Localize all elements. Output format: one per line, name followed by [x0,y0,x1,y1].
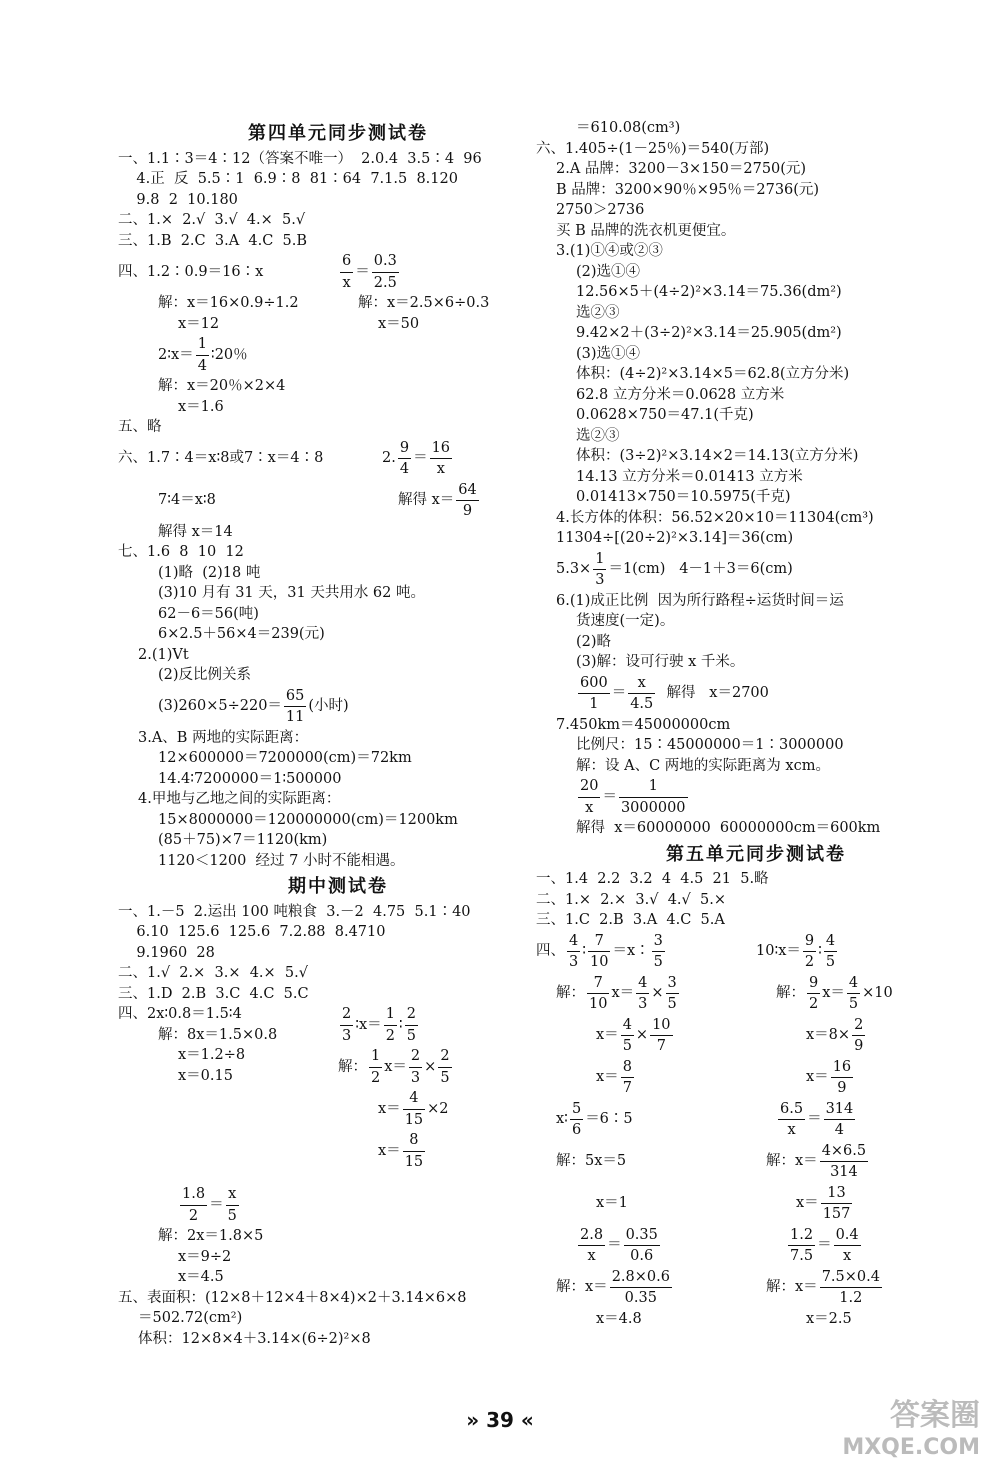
equation-pair [536,1141,976,1183]
equation: 六、1.7∶4＝x∶8或7∶x＝4∶8 [118,450,324,467]
solution-step: x＝ $\frac{8}{7}$ [596,1058,632,1096]
answer-line: (2)略 [576,633,612,650]
answer-line: (2)反比例关系 [158,667,252,683]
solution-step: 解：x＝16×0.9÷1.2 [158,295,299,311]
equation: $\frac{20}{x}$ ＝ $\frac{1}{3000000}$ [580,778,686,816]
right-column [536,118,976,1329]
answer-line: 62.8 立方分米＝0.0628 立方米 [576,386,785,403]
answer-line: 三、1.C 2.B 3.A 4.C 5.A [536,912,725,928]
solution-step: 解得 x＝14 [158,523,233,540]
equation-pair [118,1004,558,1172]
answer-line: 选②③ [576,427,620,444]
solution-step: x＝ $\frac{4}{5}$ × $\frac{10}{7}$ [596,1016,671,1054]
equation: 5.3× $\frac{1}{3}$ ＝1(cm) 4－1＋3＝6(cm) [556,550,793,588]
page-number: 39 [486,1408,514,1432]
equation: $\frac{1.2}{7.5}$ ＝ $\frac{0.4}{x}$ [790,1226,859,1264]
equation-pair [536,1267,976,1309]
answer-line: (3)选①④ [576,345,641,362]
equation: 四、 $\frac{4}{3}$ ∶ $\frac{7}{10}$ ＝x∶ $\frac{3}{5}$ [536,932,663,970]
equation: 2x∶0.8＝1.5∶4 [147,1006,242,1022]
answer-line: 4.长方体的体积：56.52×20×10＝11304(cm³) [556,509,874,526]
answer-line: 一、1.1∶3＝4∶12（答案不唯一） 2.0.4 3.5∶4 96 [118,150,482,167]
answer-line: (3)10 月有 31 天，31 天共用水 62 吨。 [158,585,425,601]
answer-line: 0.0628×750＝47.1(千克) [576,407,754,423]
answer-line: 选②③ [576,304,620,321]
answer-line: 三、1.D 2.B 3.C 4.C 5.C [118,985,309,1002]
left-arrow-icon: » [466,1408,480,1432]
equation-pair [536,1057,976,1099]
solution-step: 解：2x＝1.8×5 [158,1228,264,1244]
equation: x∶ $\frac{5}{6}$ ＝6∶5 [556,1100,633,1138]
solution-step: x＝9÷2 [178,1248,232,1265]
solution-step: x＝4.5 [178,1269,224,1285]
equation: 10∶x＝ $\frac{9}{2}$ ∶ $\frac{4}{5}$ [756,932,836,970]
answer-line: 二、1.× 2.√ 3.√ 4.× 5.√ [118,212,306,228]
answer-line: 七、1.6 8 10 12 [118,544,244,560]
answer-line: 12×600000＝7200000(cm)＝72km [158,750,412,766]
equation-pair [536,931,976,973]
watermark-logo [842,1400,980,1464]
solution-step: 解：x＝ $\frac{4\times 6.5}{314}$ [766,1142,867,1180]
answer-line: 3.A、B 两地的实际距离： [138,729,309,746]
watermark-brand: 答案圈 [890,1398,980,1433]
answer-line: (2)选①④ [576,263,641,280]
solution-step: 解：8x＝1.5×0.8 [158,1026,278,1043]
answer-line: ＝502.72(cm²) [138,1310,243,1326]
solution-step: 解：x＝20％×2×4 [158,378,286,394]
solution-step: 解：x＝ $\frac{7.5\times 0.4}{1.2}$ [766,1268,880,1306]
answer-line: ＝610.08(cm³) [576,120,681,136]
equation: $\frac{1.8}{2}$ ＝ $\frac{x}{5}$ [182,1186,237,1224]
answer-line: 11304÷[(20÷2)²×3.14]＝36(cm) [556,530,794,546]
equation-pair [118,251,558,293]
solution-step: x＝8× $\frac{2}{9}$ [806,1016,864,1054]
solution-step: x＝0.15 [178,1067,233,1084]
answer-line: (1)略 (2)18 吨 [158,564,261,581]
equation-pair [118,314,558,335]
answer-line: 0.01413×750＝10.5975(千克) [576,489,791,505]
equation-pair [536,1309,976,1330]
right-arrow-icon: « [520,1408,534,1432]
answer-line: 解：设 A、C 两地的实际距离为 xcm。 [576,757,830,774]
solution-step: x＝ $\frac{13}{157}$ [796,1184,851,1222]
answer-line: 15×8000000＝120000000(cm)＝1200km [158,811,458,828]
solution-step: 解： $\frac{9}{2}$ x＝ $\frac{4}{5}$ ×10 [776,974,893,1012]
watermark-site: MXQE.COM [842,1435,980,1460]
solution-step: 解：x＝2.5×6÷0.3 [358,295,490,311]
equation-pair [118,293,558,314]
answer-line: 比例尺：15∶45000000＝1∶3000000 [576,737,844,753]
answer-line: 9.1960 28 [118,944,215,961]
solution-step: x＝4.8 [596,1310,642,1327]
solution-step: x＝2.5 [806,1310,852,1327]
answer-line: 一、1.－5 2.运出 100 吨粮食 3.－2 4.75 5.1∶40 [118,903,471,920]
answer-line: 体积：(4÷2)²×3.14×5＝62.8(立方分米) [576,366,850,382]
solution-step: x＝ $\frac{8}{15}$ [378,1132,424,1170]
equation-pair [118,480,558,522]
answer-line: 三、1.B 2.C 3.A 4.C 5.B [118,232,308,249]
equation-pair [536,1099,976,1141]
solution-step: x＝1.6 [178,398,224,415]
equation-pair [536,1225,976,1267]
answer-line: 9.8 2 10.180 [118,191,238,208]
solution-step: 解：5x＝5 [556,1153,627,1170]
equation-pair [536,1183,976,1225]
answer-line: 6×2.5＋56×4＝239(元) [158,626,325,642]
answer-line: 解得 x＝60000000 60000000cm＝600km [576,820,881,836]
solution-step: x＝1 [596,1195,628,1212]
equation: 2∶x＝ $\frac{1}{4}$ ∶20％ [158,336,248,374]
answer-line: 二、1.× 2.× 3.√ 4.√ 5.× [536,891,726,908]
section-label: 四、 [118,1006,147,1022]
answer-line: 7.450km＝45000000cm [556,716,731,733]
answer-line: 12.56×5＋(4÷2)²×3.14＝75.36(dm²) [576,284,842,300]
unit4-title: 第四单元同步测试卷 [248,123,428,144]
solution-step: x＝ $\frac{4}{15}$ ×2 [378,1090,449,1128]
equation: (3)260×5÷220＝ $\frac{65}{11}$ (小时) [158,687,349,725]
equation-pair [536,1015,976,1057]
answer-line: B 品牌：3200×90％×95％＝2736(元) [556,181,820,198]
answer-line: 体积：(3÷2)²×3.14×2＝14.13(立方分米) [576,448,859,464]
answer-line: 货速度(一定)。 [576,613,675,629]
answer-line: 六、1.405÷(1－25％)＝540(万部) [536,140,770,157]
solution-step: 解： $\frac{7}{10}$ x＝ $\frac{4}{3}$ × $\frac{3}{5}$ [556,974,677,1012]
solution-step: x＝12 [178,315,220,332]
answer-line: 14.13 立方分米＝0.01413 立方米 [576,468,803,485]
left-column [118,118,558,1349]
solution-step: 解：x＝ $\frac{2.8\times 0.6}{0.35}$ [556,1268,670,1306]
answer-line: 一、1.4 2.2 3.2 4 4.5 21 5.略 [536,871,769,887]
equation-block [338,1004,558,1172]
answer-line: 6.10 125.6 125.6 7.2.88 8.4710 [118,924,386,940]
solution-step: 7∶4＝x∶8 [158,492,216,509]
answer-line: 4.甲地与乙地之间的实际距离： [138,791,341,807]
equation: $\frac{2}{3}$ ∶x＝ $\frac{1}{2}$ ∶ $\frac{2}{5}$ [342,1006,416,1044]
solution-step: x＝1.2÷8 [178,1047,246,1063]
answer-line: 2750＞2736 [556,202,645,218]
midterm-title: 期中测试卷 [288,876,388,897]
answer-line: 2.(1)Vt [138,646,189,663]
solution-step: x＝50 [378,315,420,332]
answer-line: 二、1.√ 2.× 3.× 4.× 5.√ [118,965,308,981]
equation: $\frac{6.5}{x}$ ＝ $\frac{314}{4}$ [780,1100,854,1138]
answer-line: 买 B 品牌的洗衣机更便宜。 [556,222,736,239]
answer-line: 4.正 反 5.5∶1 6.9∶8 81∶64 7.1.5 8.120 [118,171,458,187]
answer-line: 3.(1)①④或②③ [556,243,663,259]
solution-step: 解得 x＝ $\frac{64}{9}$ [398,481,477,519]
equation: $\frac{2.8}{x}$ ＝ $\frac{0.35}{0.6}$ [580,1226,658,1264]
equation: 2. $\frac{9}{4}$ ＝ $\frac{16}{x}$ [382,439,451,477]
answer-line: 14.4∶7200000＝1∶500000 [158,770,342,787]
answer-line: 62－6＝56(吨) [158,605,259,622]
answer-line: 6.(1)成正比例 因为所行路程÷运货时间＝运 [556,592,844,609]
answer-line: 体积：12×8×4＋3.14×(6÷2)²×8 [138,1330,371,1347]
answer-line: (85＋75)×7＝1120(km) [158,832,328,848]
answer-line: 1120＜1200 经过 7 小时不能相遇。 [158,852,405,869]
equation: $\frac{600}{1}$ ＝ $\frac{x}{4.5}$ 解得 x＝2700 [580,674,769,712]
equation-pair [118,438,558,480]
unit5-title: 第五单元同步测试卷 [666,843,846,865]
answer-line: 五、表面积：(12×8＋12×4＋8×4)×2＋3.14×6×8 [118,1289,467,1306]
answer-line: 五、略 [118,419,162,435]
solution-step: x＝ $\frac{16}{9}$ [806,1058,852,1096]
equation: $\frac{6}{x}$ ＝ $\frac{0.3}{2.5}$ [342,253,397,291]
equation: 四、1.2∶0.9＝16∶x [118,263,264,280]
answer-line: 2.A 品牌：3200－3×150＝2750(元) [556,161,807,177]
equation-pair [536,973,976,1015]
equation-block [118,1004,338,1086]
solution-step: 解： $\frac{1}{2}$ x＝ $\frac{2}{3}$ × $\frac{2}{5}$ [338,1048,450,1086]
answer-line: 9.42×2＋(3÷2)²×3.14＝25.905(dm²) [576,325,842,341]
answer-line: (3)解：设可行驶 x 千米。 [576,654,745,670]
